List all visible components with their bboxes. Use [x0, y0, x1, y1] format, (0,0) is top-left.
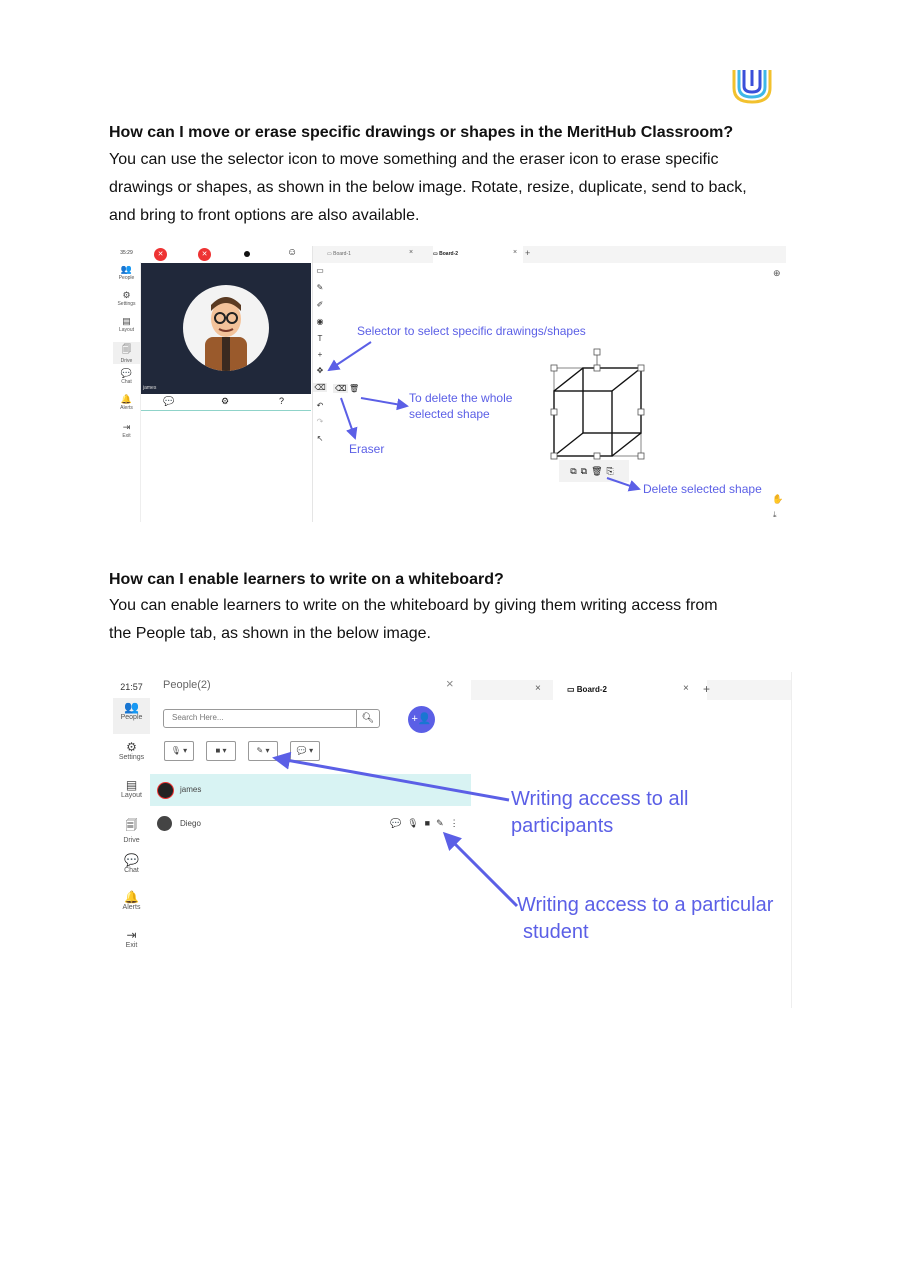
search-icon[interactable]: 🔍︎ [356, 710, 379, 727]
settings-icon[interactable]: ⚙ [221, 396, 230, 406]
pen-icon[interactable]: ✎ [316, 283, 324, 292]
section1-line: and bring to front options are also available. [109, 207, 420, 224]
layout-icon: ▤ [122, 316, 131, 326]
sidebar [113, 246, 141, 522]
section2-paragraph [109, 592, 799, 648]
sidebar-label: Layout [120, 792, 143, 799]
tab-board-1[interactable]: ▭ Board-1 [327, 251, 351, 257]
sidebar-label: Drive [123, 837, 140, 844]
chat-icon[interactable]: 💬 [163, 396, 175, 406]
gear-icon: ⚙ [122, 290, 131, 300]
mic-icon[interactable]: 🎙︎ [407, 818, 425, 828]
tab-board-2[interactable]: ▭ Board-2 [433, 246, 523, 263]
pen-icon[interactable]: ✎ [436, 818, 450, 828]
add-tab-icon[interactable]: + [703, 682, 711, 696]
eraser-icon[interactable]: ⌫ [335, 384, 347, 393]
sidebar-label: Alerts [120, 405, 133, 411]
participant-name: Diego [180, 819, 201, 828]
timer: 35:29 [120, 250, 133, 256]
annotation-line: student [523, 921, 589, 943]
video-tile [141, 263, 311, 394]
drive-icon: 🗐 [122, 344, 131, 354]
classroom-screenshot-1 [113, 246, 785, 522]
layout-icon: ▤ [125, 778, 138, 792]
video-controls [140, 246, 312, 262]
sidebar-label: Chat [124, 867, 139, 874]
emoji-icon[interactable]: ☺ [287, 247, 298, 258]
sidebar-item-drive[interactable] [113, 342, 140, 364]
annotation-selector: Selector to select specific drawings/shapes [357, 324, 586, 338]
participant-name: james [143, 385, 157, 391]
mic-control[interactable]: 🎙︎ ▾ [164, 741, 194, 761]
annotation-line: To delete the whole [409, 391, 513, 405]
sidebar-label: Drive [120, 358, 133, 364]
section2-line: the People tab, as shown in the below image. [109, 625, 431, 642]
tab-board-2[interactable]: ▭ Board-2 [553, 680, 707, 700]
trash-icon[interactable]: 🗑 [349, 384, 360, 393]
merithub-logo [730, 66, 774, 106]
exit-icon: ⇥ [122, 422, 131, 432]
section2-line: You can enable learners to write on the whiteboard by giving them writing access from [109, 597, 718, 614]
hand-icon[interactable]: ✋ [772, 494, 784, 504]
camera-icon[interactable]: ■ [424, 818, 437, 828]
chat-icon: 💬 [120, 368, 133, 378]
download-icon[interactable]: ⤓ [773, 510, 777, 519]
close-icon[interactable]: × [409, 249, 414, 256]
bell-icon: 🔔 [120, 394, 133, 404]
section1-heading: How can I move or erase specific drawings or shapes in the MeritHub Classroom? [109, 124, 734, 141]
sidebar-label: Alerts [122, 904, 141, 911]
text-icon[interactable]: T [317, 334, 323, 343]
annotation-eraser: Eraser [349, 442, 385, 456]
close-icon[interactable]: × [535, 683, 541, 694]
drive-icon: 🗐 [125, 818, 138, 832]
panel-tabs [141, 396, 311, 411]
participant-name: james [180, 785, 202, 794]
section1-paragraph [109, 146, 799, 230]
selector-icon[interactable]: ▭ [316, 266, 324, 275]
record-icon[interactable] [244, 251, 250, 257]
annotation-line: participants [511, 815, 614, 837]
whiteboard[interactable] [312, 246, 786, 522]
pointer-icon[interactable]: ↖ [316, 434, 324, 443]
close-icon[interactable]: × [683, 683, 689, 694]
camera-control[interactable]: ■ ▾ [206, 741, 236, 761]
annotation-delete-selected: Delete selected shape [643, 482, 762, 496]
tab-label: Board-1 [333, 251, 351, 257]
panel-title: People(2) [163, 679, 211, 691]
zoom-icon[interactable]: ⊕ [773, 268, 781, 278]
sidebar-label: Exit [122, 433, 131, 439]
more-icon[interactable]: ⋮ [449, 818, 465, 828]
chat-control[interactable]: 💬 ▾ [290, 741, 320, 761]
search-placeholder: Search Here... [172, 713, 224, 722]
mic-off-icon[interactable]: ✕ [154, 248, 167, 261]
move-icon[interactable]: ✥ [316, 366, 324, 375]
sidebar-item-people[interactable] [113, 264, 140, 281]
sidebar-label: Settings [117, 301, 136, 307]
annotation-arrows [113, 672, 791, 1008]
close-icon[interactable]: × [446, 676, 454, 691]
add-user-button[interactable]: +👤 [408, 706, 435, 733]
gear-icon: ⚙ [126, 740, 137, 754]
annotation-line: Writing access to a particular [517, 894, 774, 916]
annotation-arrows [313, 246, 786, 522]
sidebar-label: Exit [125, 942, 138, 949]
redo-icon[interactable]: ↷ [316, 417, 324, 426]
annotation-line: Writing access to all [511, 788, 689, 810]
highlighter-icon[interactable]: ✐ [316, 300, 324, 309]
sidebar-item-exit[interactable] [113, 422, 140, 439]
annotation-line: selected shape [409, 407, 490, 421]
sidebar-label: People [118, 275, 135, 281]
duplicate-icon[interactable]: ⎘ [606, 466, 618, 476]
chat-icon: 💬 [124, 853, 139, 867]
tab-label: Board-2 [439, 251, 459, 257]
timer: 21:57 [120, 682, 143, 692]
tab-label: Board-2 [576, 685, 608, 694]
bell-icon: 🔔 [124, 890, 139, 904]
eraser-icon[interactable]: ⌫ [314, 383, 326, 392]
sidebar-item-layout[interactable] [113, 316, 140, 333]
writing-access-control[interactable]: ✎ ▾ [248, 741, 278, 761]
sidebar-label: Layout [118, 327, 134, 333]
sidebar-label: People [120, 714, 143, 721]
people-icon: 👥 [124, 700, 139, 714]
sidebar-item-settings[interactable] [113, 290, 140, 307]
add-tab-icon[interactable]: + [525, 248, 531, 258]
question-icon[interactable]: ? [279, 396, 285, 406]
shape-icon[interactable]: + [317, 350, 323, 359]
bring-front-icon[interactable]: ⧉ [580, 466, 592, 476]
sidebar-item-alerts[interactable] [113, 394, 140, 411]
close-icon[interactable]: × [513, 249, 518, 256]
undo-icon[interactable]: ↶ [316, 401, 324, 410]
sidebar-item-chat[interactable] [113, 368, 140, 385]
camera-off-icon[interactable]: ✕ [198, 248, 211, 261]
exit-icon: ⇥ [126, 928, 137, 942]
classroom-screenshot-2 [113, 672, 791, 1008]
sidebar-label: Settings [118, 754, 145, 761]
section2-heading: How can I enable learners to write on a whiteboard? [109, 571, 504, 588]
teacher-avatar [183, 285, 269, 371]
people-icon: 👥 [120, 264, 133, 274]
sidebar-label: Chat [121, 379, 132, 385]
chat-icon[interactable]: 💬 [390, 818, 408, 828]
section1-line: drawings or shapes, as shown in the below image. Rotate, resize, duplicate, send to back, [109, 179, 747, 196]
brush-size-icon[interactable]: ◉ [316, 317, 324, 326]
send-back-icon[interactable]: ⧉ [570, 466, 581, 476]
trash-icon[interactable]: 🗑 [591, 466, 607, 476]
section1-line: You can use the selector icon to move something and the eraser icon to erase specific [109, 151, 719, 168]
